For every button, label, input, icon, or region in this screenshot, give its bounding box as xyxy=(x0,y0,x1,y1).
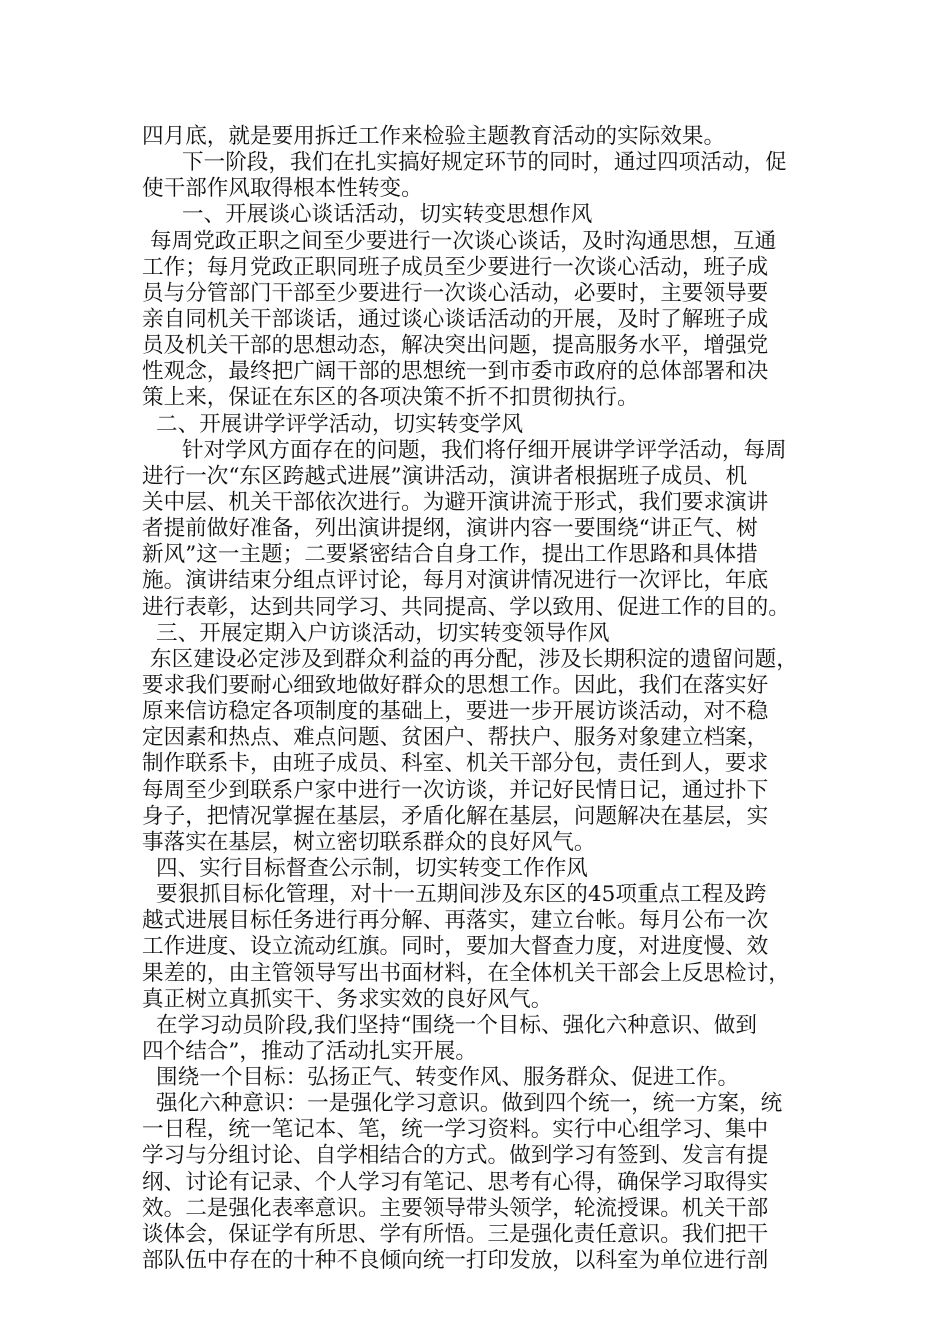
text-line: 部队伍中存在的十种不良倾向统一打印发放，以科室为单位进行剖 xyxy=(142,1248,769,1274)
text-line: 身子，把情况掌握在基层，矛盾化解在基层，问题解决在基层，实 xyxy=(142,803,769,829)
text-line: 新风”这一主题；二要紧密结合自身工作，提出工作思路和具体措 xyxy=(142,542,758,568)
text-line: 果差的，由主管领导写出书面材料，在全体机关干部会上反思检讨， xyxy=(142,960,790,986)
text-line: 谈体会，保证学有所思、学有所悟。三是强化责任意识。我们把干 xyxy=(142,1221,769,1247)
text-line: 要求我们要耐心细致地做好群众的思想工作。因此，我们在落实好 xyxy=(142,672,769,698)
text-line: 每周至少到联系户家中进行一次访谈，并记好民情日记，通过扑下 xyxy=(142,777,769,803)
text-line: 效。二是强化表率意识。主要领导带头领学，轮流授课。机关干部 xyxy=(142,1195,769,1221)
text-line: 性观念，最终把广阔干部的思想统一到市委市政府的总体部署和决 xyxy=(142,359,769,385)
text-line: 学习与分组讨论、自学相结合的方式。做到学习有签到、发言有提 xyxy=(142,1143,769,1169)
section-heading: 四、实行目标督查公示制，切实转变工作作风 xyxy=(156,855,588,881)
text-line: 四个结合”，推动了活动扎实开展。 xyxy=(142,1038,477,1064)
text-line: 制作联系卡，由班子成员、科室、机关干部分包，责任到人，要求 xyxy=(142,751,769,777)
text-line: 员与分管部门干部至少要进行一次谈心活动，必要时，主要领导要 xyxy=(142,280,769,306)
text-line: 东区建设必定涉及到群众利益的再分配，涉及长期积淀的遗留问题， xyxy=(150,646,798,672)
text-line: 纲、讨论有记录、个人学习有笔记、思考有心得，确保学习取得实 xyxy=(142,1169,769,1195)
text-line: 员及机关干部的思想动态，解决突出问题，提高服务水平，增强党 xyxy=(142,333,769,359)
text-line: 下一阶段，我们在扎实搞好规定环节的同时，通过四项活动，促 xyxy=(182,150,787,176)
text-line: 进行一次“东区跨越式进展”演讲活动，演讲者根据班子成员、机 xyxy=(142,463,748,489)
text-line: 强化六种意识：一是强化学习意识。做到四个统一，统一方案，统 xyxy=(156,1091,783,1117)
text-line: 围绕一个目标：弘扬正气、转变作风、服务群众、促进工作。 xyxy=(156,1065,740,1091)
text-line: 定因素和热点、难点问题、贫困户、帮扶户、服务对象建立档案， xyxy=(142,725,769,751)
text-line: 策上来，保证在东区的各项决策不折不扣贯彻执行。 xyxy=(142,385,639,411)
text-line: 四月底，就是要用拆迁工作来检验主题教育活动的实际效果。 xyxy=(142,124,726,149)
text-line: 工作；每月党政正职同班子成员至少要进行一次谈心活动，班子成 xyxy=(142,254,769,280)
text-line: 在学习动员阶段,我们坚持“围绕一个目标、强化六种意识、做到 xyxy=(156,1012,757,1038)
text-line: 施。演讲结束分组点评讨论，每月对演讲情况进行一次评比，年底 xyxy=(142,568,769,594)
text-line: 事落实在基层，树立密切联系群众的良好风气。 xyxy=(142,829,596,855)
text-line: 每周党政正职之间至少要进行一次谈心谈话，及时沟通思想，互通 xyxy=(150,228,777,254)
text-line: 亲自同机关干部谈话，通过谈心谈话活动的开展，及时了解班子成 xyxy=(142,306,769,332)
text-line: 一日程，统一笔记本、笔，统一学习资料。实行中心组学习、集中 xyxy=(142,1117,769,1143)
text-line: 者提前做好准备，列出演讲提纲，演讲内容一要围绕“讲正气、树 xyxy=(142,516,758,542)
text-line: 原来信访稳定各项制度的基础上，要进一步开展访谈活动，对不稳 xyxy=(142,699,769,725)
text-line: 进行表彰，达到共同学习、共同提高、学以致用、促进工作的目的。 xyxy=(142,594,790,620)
section-heading: 二、开展讲学评学活动，切实转变学风 xyxy=(156,411,524,437)
text-line: 针对学风方面存在的问题，我们将仔细开展讲学评学活动，每周 xyxy=(182,437,787,463)
text-line: 关中层、机关干部依次进行。为避开演讲流于形式，我们要求演讲 xyxy=(142,489,769,515)
text-line: 工作进度、设立流动红旗。同时，要加大督查力度，对进度慢、效 xyxy=(142,934,769,960)
text-line: 越式进展目标任务进行再分解、再落实，建立台帐。每月公布一次 xyxy=(142,908,769,934)
section-heading: 一、开展谈心谈话活动，切实转变思想作风 xyxy=(182,202,593,228)
text-line: 真正树立真抓实干、务求实效的良好风气。 xyxy=(142,986,553,1012)
document-body xyxy=(142,124,814,1274)
text-line: 要狠抓目标化管理，对十一五期间涉及东区的45项重点工程及跨 xyxy=(156,882,767,908)
text-line: 使干部作风取得根本性转变。 xyxy=(142,176,423,202)
section-heading: 三、开展定期入户访谈活动，切实转变领导作风 xyxy=(156,620,610,646)
